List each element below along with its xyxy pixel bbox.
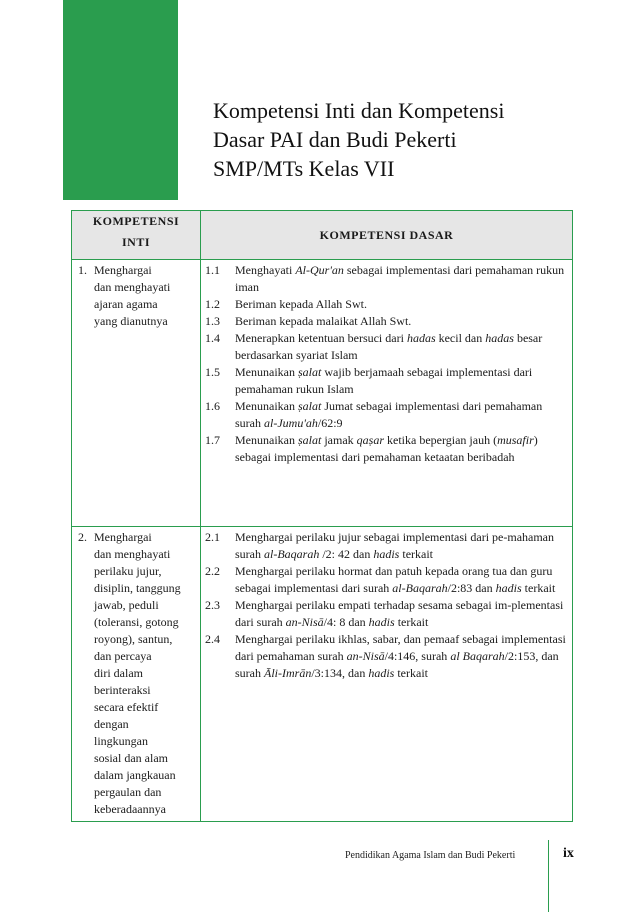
page-number: ix [563,846,574,861]
ki-line: pergaulan dan [94,785,162,799]
table-row [72,260,573,527]
header-ki-line2: INTI [121,235,150,249]
ki-line: dalam jangkauan [94,768,176,782]
ki-line: (toleransi, gotong [94,615,179,629]
competency-table [71,210,573,822]
ki-line: dan menghayati [94,280,171,294]
ki-number: 1. [78,263,87,277]
ki-number: 2. [78,530,87,544]
ki-line: dengan [94,717,129,731]
kd-item: 1.5 Menunaikan ṣalat wajib berjamaah sebagai implementasi dari pemahaman rukun Islam [205,365,533,396]
ki-line: jawab, peduli [94,598,159,612]
ki-line: disiplin, tanggung [94,581,181,595]
ki-line: Menghargai [94,530,152,544]
title-line-3: SMP/MTs Kelas VII [213,156,395,181]
green-accent-block [63,0,178,200]
kd-item: 2.4 Menghargai perilaku ikhlas, sabar, dan pemaaf sebagai implementasi dari pemahaman surah an-Nisā/4:146, surah al Baqarah/2:153, dan surah Āli-Imrān/3:134, dan hadis terkait [205,632,566,680]
kd-cell-1 [201,260,573,527]
title-line-2: Dasar PAI dan Budi Pekerti [213,127,457,152]
ki-line: Menghargai [94,263,152,277]
page-title [213,96,613,183]
kd-item: 1.3 Beriman kepada malaikat Allah Swt. [205,314,412,328]
kd-item: 1.2 Beriman kepada Allah Swt. [205,297,367,311]
footer-divider [548,840,549,912]
header-kd: KOMPETENSI DASAR [201,211,573,260]
kd-item: 1.4 Menerapkan ketentuan bersuci dari hadas kecil dan hadas besar berdasarkan syariat Islam [205,331,543,362]
ki-line: royong), santun, [94,632,173,646]
ki-line: ajaran agama [94,297,158,311]
kd-item: 2.2 Menghargai perilaku hormat dan patuh kepada orang tua dan guru sebagai implementasi dari surah al-Baqarah/2:83 dan hadis terkait [205,564,556,595]
ki-line: perilaku jujur, [94,564,162,578]
header-ki [72,211,201,260]
ki-line: diri dalam [94,666,143,680]
ki-line: yang dianutnya [94,314,168,328]
ki-line: sosial dan alam [94,751,168,765]
kd-item: 1.6 Menunaikan ṣalat Jumat sebagai implementasi dari pemahaman surah al-Jumu'ah/62:9 [205,399,543,430]
title-line-1: Kompetensi Inti dan Kompetensi [213,98,505,123]
kd-item: 1.1 Menghayati Al-Qur'an sebagai implementasi dari pemahaman rukun iman [205,263,565,294]
table-header-row [72,211,573,260]
ki-cell-1 [72,260,201,527]
kd-item: 2.1 Menghargai perilaku jujur sebagai implementasi dari pe-mahaman surah al-Baqarah /2: 42 dan hadis terkait [205,530,555,561]
table-row [72,527,573,822]
ki-line: keberadaannya [94,802,166,816]
ki-line: berinteraksi [94,683,151,697]
ki-cell-2 [72,527,201,822]
kd-item: 2.3 Menghargai perilaku empati terhadap sesama sebagai im-plementasi dari surah an-Nisā/4: 8 dan hadis terkait [205,598,564,629]
ki-line: dan percaya [94,649,152,663]
header-ki-line1: KOMPETENSI [92,214,180,228]
kd-cell-2 [201,527,573,822]
ki-line: secara efektif [94,700,159,714]
kd-item: 1.7 Menunaikan ṣalat jamak qaṣar ketika bepergian jauh (musafir) sebagai implementasi dari pemahaman ketaatan beribadah [205,433,538,464]
footer-book-title: Pendidikan Agama Islam dan Budi Pekerti [345,850,516,861]
ki-line: dan menghayati [94,547,171,561]
ki-line: lingkungan [94,734,148,748]
